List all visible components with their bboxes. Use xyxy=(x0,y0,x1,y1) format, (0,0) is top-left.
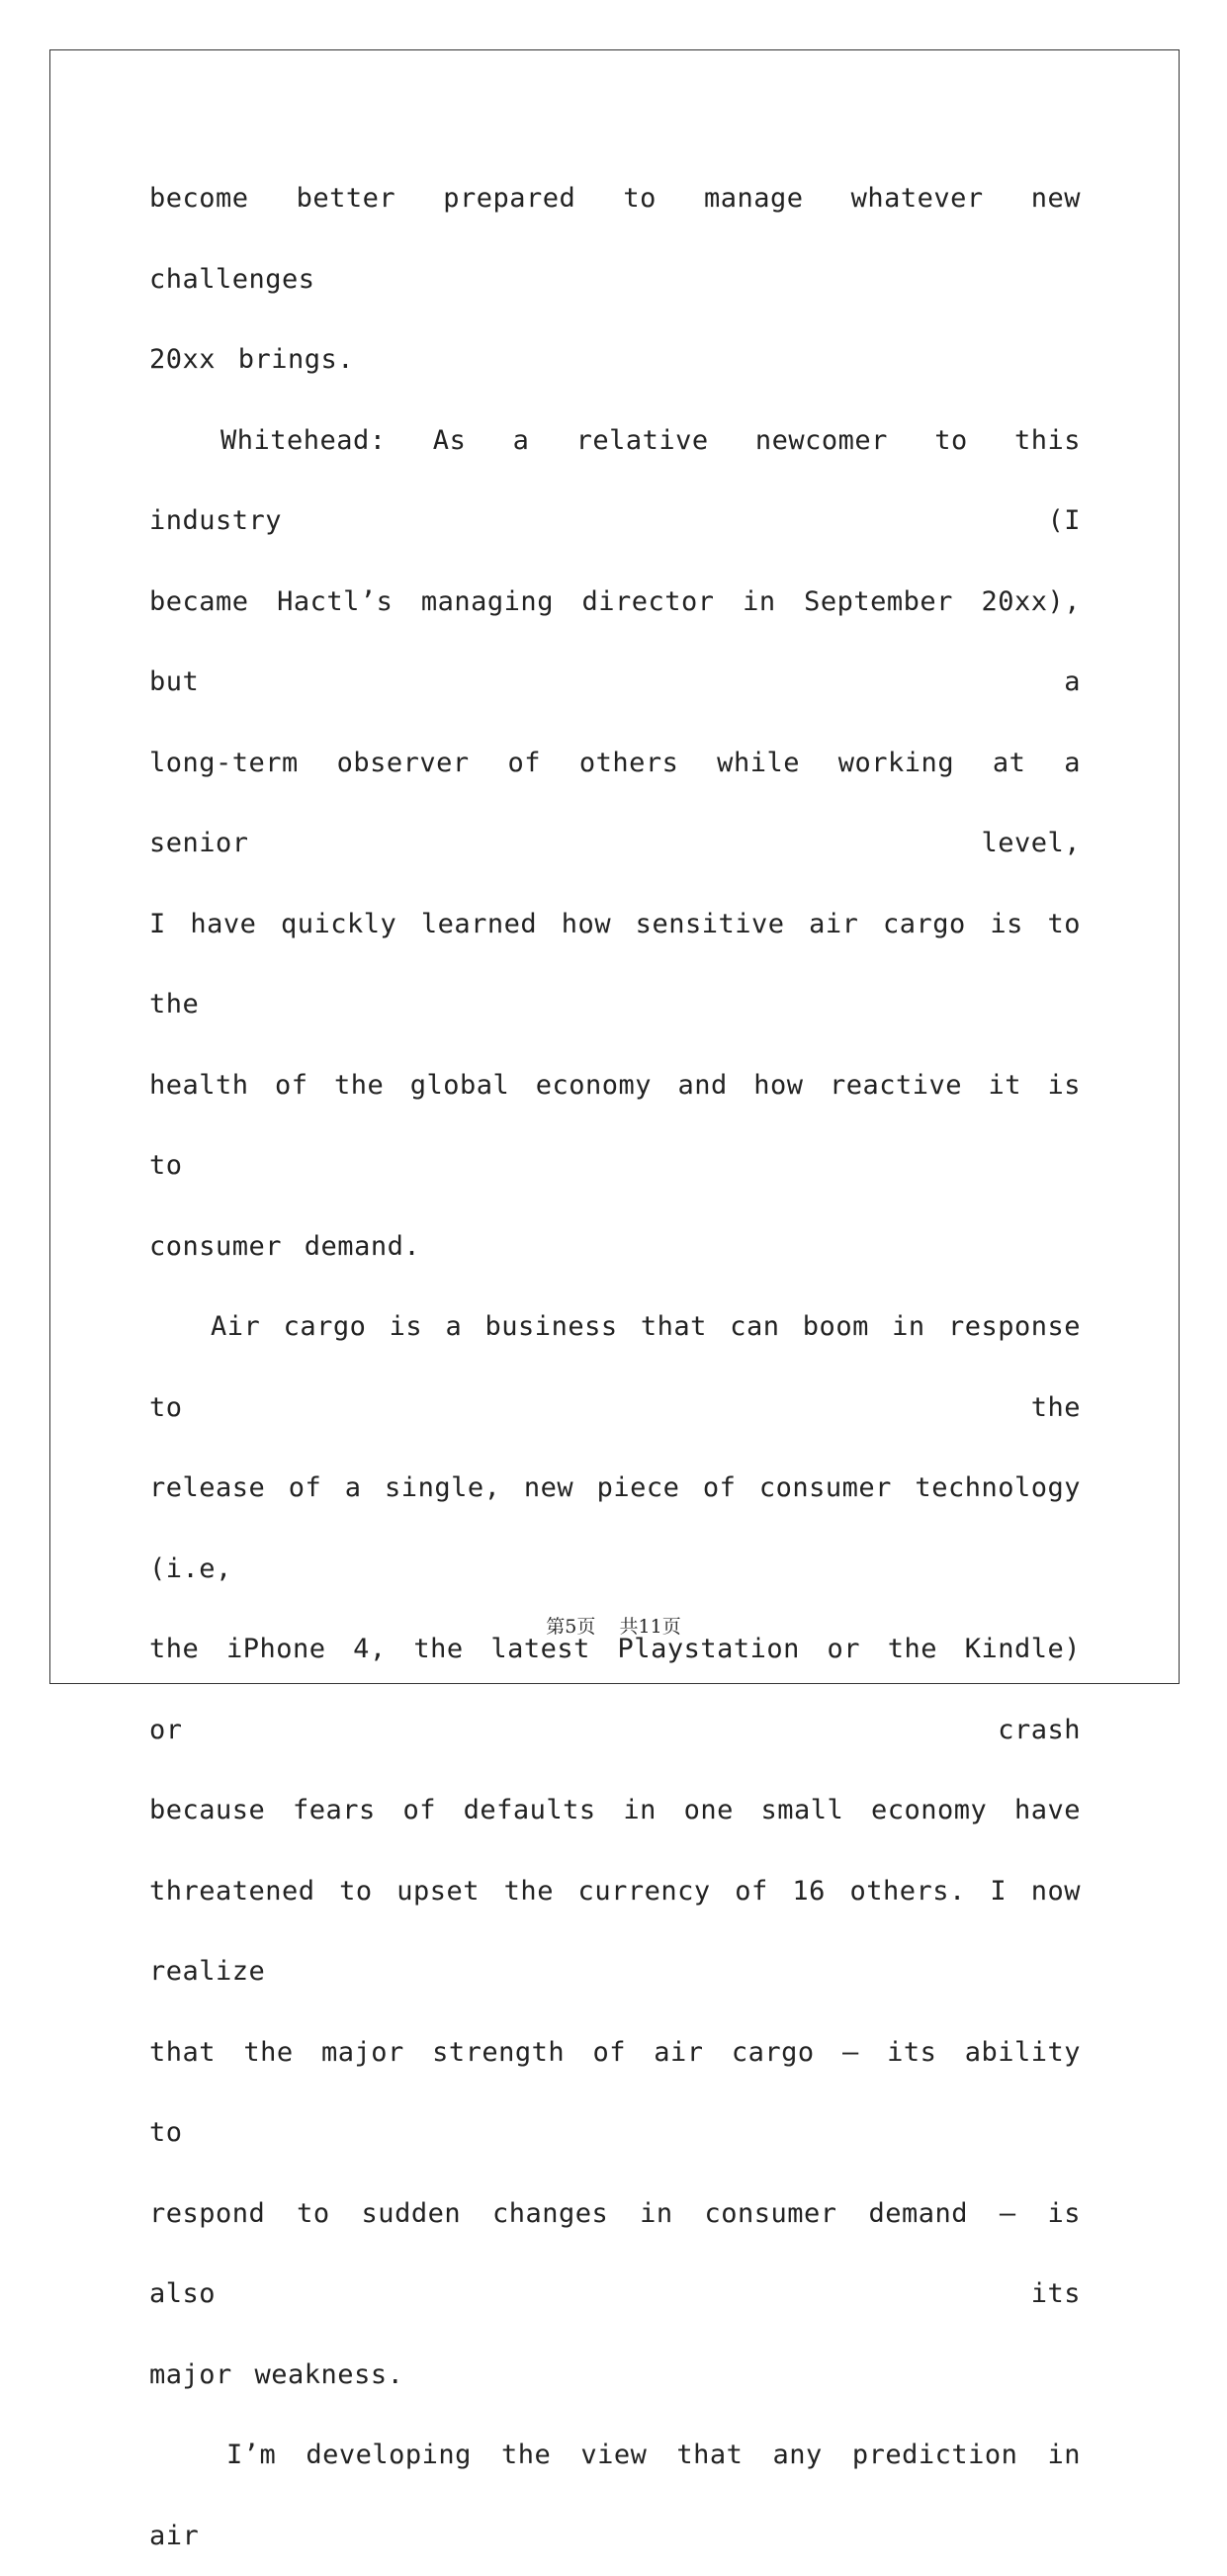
page-footer xyxy=(0,1612,1227,1639)
text-line: the iPhone 4, the latest Playstation or the Kindle) or crash xyxy=(149,1634,1081,1745)
paragraph xyxy=(149,400,1081,1288)
paragraph xyxy=(149,1287,1081,2415)
page-total: 共11页 xyxy=(619,1616,681,1638)
text-line: I’m developing the view that any prediction in air xyxy=(149,2440,1081,2551)
text-line: health of the global economy and how reactive it is to xyxy=(149,1069,1081,1181)
text-line: major weakness. xyxy=(149,2358,404,2390)
text-line: because fears of defaults in one small economy have xyxy=(149,1795,1081,1825)
text-line: 20xx brings. xyxy=(149,344,355,375)
text-line: long-term observer of others while working at a senior level, xyxy=(149,747,1081,858)
text-line: that the major strength of air cargo — its ability to xyxy=(149,2036,1081,2148)
page-number: 第5页 xyxy=(546,1616,596,1638)
text-line: threatened to upset the currency of 16 others. I now realize xyxy=(149,1875,1081,1987)
text-line: Air cargo is a business that can boom in response to the xyxy=(149,1311,1081,1423)
document-body xyxy=(149,158,1081,2576)
text-line: consumer demand. xyxy=(149,1230,421,1262)
text-line: became Hactl’s managing director in September 20xx), but a xyxy=(149,585,1081,697)
text-line: respond to sudden changes in consumer demand — is also its xyxy=(149,2197,1081,2309)
text-line: release of a single, new piece of consumer technology (i.e, xyxy=(149,1472,1081,1584)
text-line: become better prepared to manage whatever new challenges xyxy=(149,183,1081,295)
paragraph xyxy=(149,158,1081,400)
text-line: Whitehead: As a relative newcomer to this industry (I xyxy=(149,424,1081,536)
paragraph xyxy=(149,2415,1081,2576)
text-line: I have quickly learned how sensitive air cargo is to the xyxy=(149,908,1081,1020)
